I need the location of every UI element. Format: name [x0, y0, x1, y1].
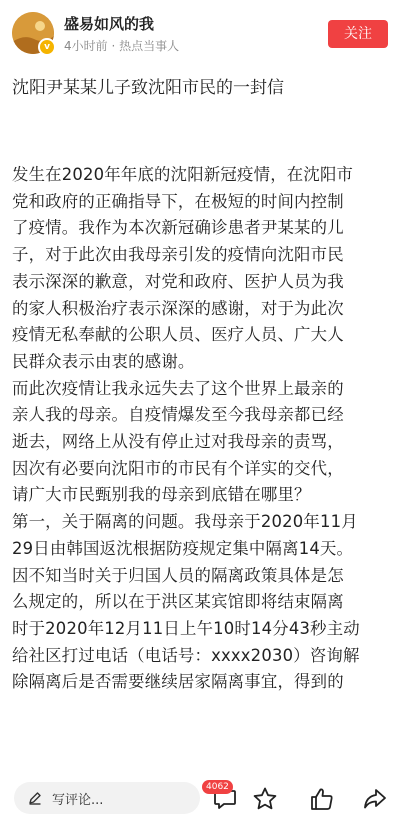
body-line: 逝去，网络上从没有停止过对我母亲的责骂， [12, 432, 344, 452]
pen-icon [28, 791, 42, 805]
body-line: 党和政府的正确指导下，在极短的时间内控制 [12, 191, 344, 211]
verified-badge-icon: v [38, 38, 56, 56]
body-line: 民群众表示由衷的感谢。 [12, 351, 195, 371]
author-name[interactable]: 盛易如风的我 [64, 15, 155, 33]
body-line: 而此次疫情让我永远失去了这个世界上最亲的 [12, 378, 344, 398]
post-meta: 4小时前 · 热点当事人 [64, 39, 180, 53]
body-line: 子，对于此次由我母亲引发的疫情向沈阳市民 [12, 245, 344, 265]
star-icon[interactable] [252, 786, 278, 812]
article-title: 沈阳尹某某儿子致沈阳市民的一封信 [12, 78, 284, 98]
body-line: 表示深深的歉意，对党和政府、医护人员为我 [12, 271, 344, 291]
article-header [0, 0, 400, 68]
article-body [12, 162, 390, 788]
body-line: 发生在2020年年底的沈阳新冠疫情，在沈阳市 [12, 165, 354, 184]
body-line: 疫情无私奉献的公职人员、医疗人员、广大人 [12, 325, 344, 345]
bottom-action-bar [0, 778, 400, 820]
body-line: 请广大市民甄别我的母亲到底错在哪里？ [12, 485, 311, 505]
body-line: 亲人我的母亲。自疫情爆发至今我母亲都已经 [12, 405, 344, 425]
body-line: 因不知当时关于归国人员的隔离政策具体是怎 [12, 565, 344, 585]
body-line: 给社区打过电话（电话号：xxxx2030）咨询解 [12, 645, 360, 665]
body-line: 除隔离后是否需要继续居家隔离事宜，得到的 [12, 672, 344, 692]
comment-placeholder: 写评论... [52, 793, 104, 808]
body-line: 么规定的，所以在于洪区某宾馆即将结束隔离 [12, 592, 344, 612]
thumbs-up-icon[interactable] [309, 786, 335, 812]
body-line: 时于2020年12月11日上午10时14分43秒主动 [12, 618, 360, 638]
comment-count-badge: 4062 [202, 780, 233, 794]
body-line: 的家人积极治疗表示深深的感谢，对于为此次 [12, 298, 344, 318]
comment-input[interactable] [14, 782, 200, 814]
body-line: 因次有必要向沈阳市的市民有个详实的交代， [12, 458, 344, 478]
share-icon[interactable] [362, 786, 388, 812]
body-line: 了疫情。我作为本次新冠确诊患者尹某某的儿 [12, 218, 344, 238]
follow-button[interactable]: 关注 [328, 20, 388, 48]
body-line: 29日由韩国返沈根据防疫规定集中隔离14天。 [12, 538, 354, 558]
body-line: 第一，关于隔离的问题。我母亲于2020年11月 [12, 512, 358, 532]
